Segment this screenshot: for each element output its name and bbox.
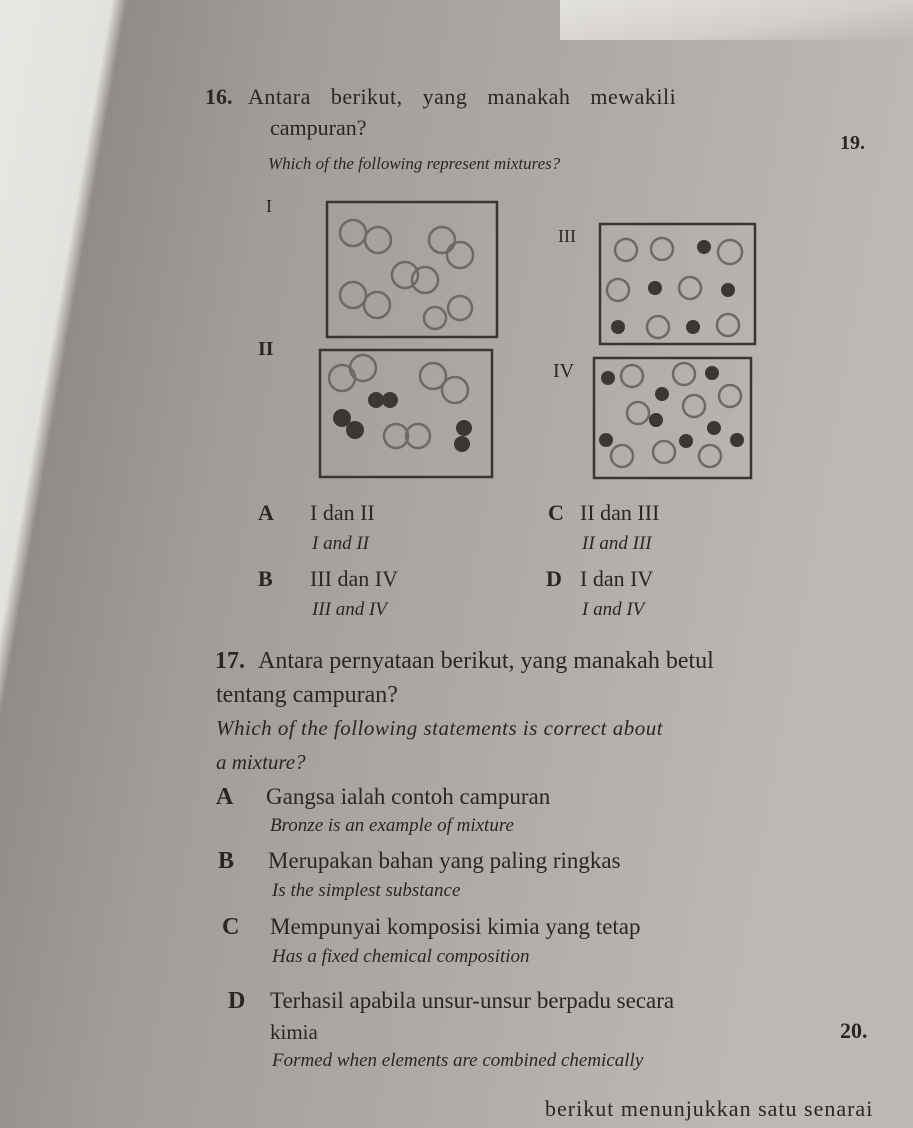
q17-option-b[interactable]: Merupakan bahan yang paling ringkas bbox=[268, 848, 621, 873]
q17-option-c[interactable]: Mempunyai komposisi kimia yang tetap bbox=[270, 914, 641, 939]
q16-option-d-letter: D bbox=[546, 566, 562, 591]
diagram-label-iv: IV bbox=[553, 360, 575, 382]
diagram-label-iii: III bbox=[558, 226, 576, 246]
q16-number: 16. bbox=[205, 84, 233, 109]
q17-number: 17. bbox=[215, 648, 245, 674]
q16-option-b-letter: B bbox=[258, 566, 273, 591]
q17-option-a-en: Bronze is an example of mixture bbox=[270, 815, 514, 836]
q17-option-a-letter: A bbox=[216, 784, 234, 810]
q16-option-d[interactable]: I dan IV bbox=[580, 566, 654, 591]
q17-option-c-en: Has a fixed chemical composition bbox=[272, 946, 530, 967]
q17-option-b-letter: B bbox=[218, 848, 235, 874]
q16-option-a-en: I and II bbox=[312, 533, 369, 554]
paper-highlight bbox=[560, 0, 913, 40]
side-number-20: 20. bbox=[840, 1018, 868, 1043]
q16-option-a-letter: A bbox=[258, 500, 274, 525]
q16-option-c-en: II and III bbox=[582, 533, 652, 554]
q17-translation: Which of the following statements is correct about bbox=[216, 716, 664, 740]
diagram-label-i: I bbox=[266, 196, 272, 216]
side-number-19: 19. bbox=[840, 132, 865, 154]
footer-text: berikut menunjukkan satu senarai bbox=[545, 1096, 874, 1121]
q16-option-c-letter: C bbox=[548, 500, 564, 525]
q17-text-2: tentang campuran? bbox=[216, 682, 398, 708]
q17-translation-2: a mixture? bbox=[216, 750, 306, 774]
diagram-label-ii: II bbox=[258, 338, 274, 360]
diagram-i-pure-substance bbox=[325, 200, 500, 340]
diagram-iii-mixture bbox=[598, 222, 758, 347]
q17-option-b-en: Is the simplest substance bbox=[272, 880, 461, 901]
diagram-iv-mixture bbox=[592, 356, 754, 481]
q17-option-d[interactable]: Terhasil apabila unsur-unsur berpadu secara bbox=[270, 988, 675, 1013]
q17-option-c-letter: C bbox=[222, 914, 240, 940]
q16-option-a[interactable]: I dan II bbox=[310, 500, 375, 525]
q17-text: Antara pernyataan berikut, yang manakah betul bbox=[258, 648, 714, 674]
q16-option-b[interactable]: III dan IV bbox=[310, 566, 398, 591]
q16-text: Antara berikut, yang manakah mewakili bbox=[248, 84, 677, 109]
diagram-ii-mixture bbox=[318, 348, 495, 480]
q17-option-d-en: Formed when elements are combined chemically bbox=[272, 1050, 644, 1071]
q16-text-2: campuran? bbox=[270, 115, 367, 140]
q16-option-d-en: I and IV bbox=[582, 599, 645, 620]
q16-option-c[interactable]: II dan III bbox=[580, 500, 660, 525]
q16-translation: Which of the following represent mixtures? bbox=[268, 154, 561, 173]
q17-option-d-letter: D bbox=[228, 988, 246, 1014]
q16-option-b-en: III and IV bbox=[312, 599, 387, 620]
q17-option-d-2: kimia bbox=[270, 1020, 318, 1044]
q17-option-a[interactable]: Gangsa ialah contoh campuran bbox=[266, 784, 551, 809]
